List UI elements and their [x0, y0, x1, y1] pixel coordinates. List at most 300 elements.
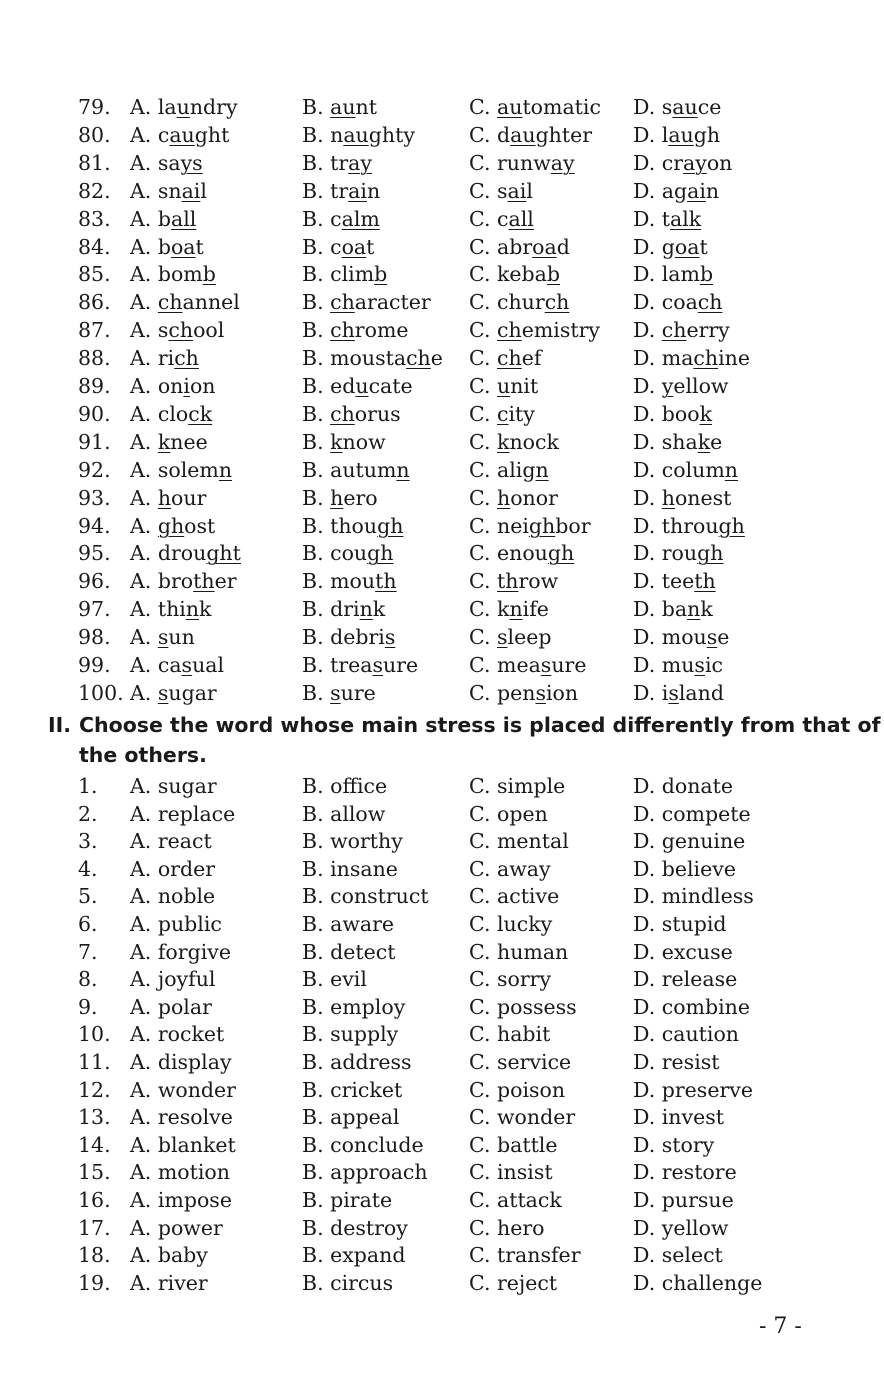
option-b: B. allow	[302, 801, 386, 826]
item-number: 16.	[78, 1188, 111, 1212]
option-c: C. habit	[469, 1022, 551, 1047]
list-item	[0, 623, 884, 651]
item-number: 89.	[78, 374, 111, 398]
option-b: B. aware	[302, 912, 395, 936]
option-c	[469, 595, 549, 623]
option-letter: B.	[302, 150, 331, 175]
option-letter: C.	[469, 234, 497, 259]
option-d	[633, 567, 716, 595]
option-b: B. cricket	[302, 1077, 403, 1102]
list-item	[0, 428, 884, 456]
word-prefix: la	[157, 95, 177, 119]
option-letter: B.	[302, 178, 331, 203]
option-letter: A.	[130, 374, 158, 398]
word-suffix: ghter	[535, 122, 593, 147]
option-c: C. wonder	[469, 1105, 576, 1130]
word-suffix: emistry	[521, 318, 600, 343]
word-prefix: g	[661, 234, 675, 259]
list-item	[0, 1020, 884, 1048]
option-letter: B.	[302, 206, 331, 231]
option-b	[302, 205, 380, 233]
option-letter: A.	[130, 346, 158, 371]
option-b: B. construct	[302, 884, 429, 909]
option-b: B. circus	[302, 1270, 394, 1295]
word-suffix: e	[710, 429, 723, 454]
word-prefix: thi	[157, 597, 186, 622]
word-suffix: ght	[194, 122, 230, 147]
underlined-part: h	[157, 485, 172, 510]
list-item	[0, 1241, 884, 1269]
word-prefix: bro	[157, 569, 194, 594]
underlined-part: alm	[341, 206, 380, 231]
option-b	[302, 93, 377, 121]
item-number: 15.	[78, 1160, 111, 1185]
underlined-part: k	[697, 429, 711, 454]
underlined-part: ch	[168, 318, 194, 343]
option-letter: D.	[633, 541, 662, 566]
option-b: B. pirate	[302, 1188, 393, 1212]
option-letter: B.	[302, 597, 331, 622]
list-item	[0, 344, 884, 372]
underlined-part: k	[497, 429, 510, 454]
underlined-part: gh	[528, 513, 556, 538]
option-a	[130, 623, 195, 651]
underlined-part: s	[706, 625, 718, 650]
option-b	[302, 149, 372, 177]
word-suffix: leep	[507, 625, 552, 650]
option-b	[302, 344, 443, 372]
option-c: C. lucky	[469, 912, 553, 936]
word-prefix: runw	[497, 150, 551, 175]
option-b: B. office	[302, 774, 388, 798]
option-letter: C.	[469, 680, 497, 705]
underlined-part: gh	[367, 541, 394, 566]
underlined-part: ch	[544, 290, 570, 315]
word-suffix: gh	[693, 122, 721, 147]
word-prefix: s	[157, 318, 169, 343]
option-d: D. pursue	[633, 1188, 734, 1212]
word-prefix: solem	[157, 457, 219, 482]
option-letter: D.	[633, 95, 662, 119]
option-d	[633, 205, 701, 233]
list-item	[0, 121, 884, 149]
word-suffix: ual	[192, 653, 225, 677]
option-b	[302, 233, 374, 261]
option-letter: B.	[302, 541, 331, 566]
option-b: B. conclude	[302, 1132, 424, 1157]
option-letter: A.	[130, 541, 158, 566]
underlined-part: ght	[206, 541, 241, 566]
option-d: D. donate	[633, 774, 733, 798]
option-letter: C.	[469, 653, 497, 677]
item-number: 93.	[78, 485, 111, 510]
word-suffix: un	[168, 625, 195, 650]
option-d	[633, 595, 713, 623]
item-number: 11.	[78, 1050, 111, 1074]
option-letter: A.	[130, 290, 158, 315]
list-item	[0, 149, 884, 177]
list-item	[0, 512, 884, 540]
underlined-part: ch	[157, 290, 183, 315]
underlined-part: oa	[170, 234, 196, 259]
underlined-part: ch	[697, 290, 723, 315]
item-number: 9.	[78, 994, 98, 1019]
option-letter: B.	[302, 122, 331, 147]
option-c: C. battle	[469, 1132, 558, 1157]
option-letter: C.	[469, 178, 497, 203]
underlined-part: ay	[348, 150, 372, 175]
option-b	[302, 512, 403, 540]
option-c	[469, 344, 541, 372]
word-prefix: ag	[661, 178, 688, 203]
option-c	[469, 400, 535, 428]
underlined-part: th	[694, 569, 716, 594]
option-a	[130, 484, 206, 512]
word-suffix: on	[189, 374, 216, 398]
underlined-part: k	[330, 429, 343, 454]
item-number: 2.	[78, 801, 98, 826]
word-suffix: ure	[551, 653, 587, 677]
word-suffix: ife	[522, 597, 549, 622]
option-c	[469, 484, 558, 512]
underlined-part: au	[497, 95, 523, 119]
underlined-part: s	[535, 680, 546, 705]
underlined-part: u	[176, 95, 190, 119]
option-letter: A.	[130, 401, 158, 426]
option-d: D. resist	[633, 1050, 720, 1074]
option-a	[130, 372, 216, 400]
option-letter: D.	[633, 653, 662, 677]
word-prefix: coa	[661, 290, 698, 315]
option-letter: C.	[469, 346, 497, 371]
underlined-part: s	[668, 680, 679, 705]
word-suffix: e	[430, 346, 443, 371]
option-letter: B.	[302, 569, 331, 594]
list-item	[0, 400, 884, 428]
option-c	[469, 121, 592, 149]
item-number: 18.	[78, 1243, 111, 1268]
list-item	[0, 93, 884, 121]
underlined-part: n	[509, 597, 523, 622]
underlined-part: s	[181, 653, 193, 677]
option-letter: C.	[469, 485, 497, 510]
word-prefix: tee	[661, 569, 695, 594]
section-heading-line2: the others.	[79, 743, 207, 767]
item-number: 88.	[78, 346, 111, 371]
option-d: D. preserve	[633, 1077, 753, 1102]
word-prefix: i	[661, 680, 669, 705]
option-letter: B.	[302, 262, 331, 287]
list-item	[0, 651, 884, 679]
word-prefix: ma	[661, 346, 694, 371]
word-prefix: ba	[661, 597, 688, 622]
list-item	[0, 772, 884, 800]
list-item	[0, 938, 884, 966]
word-suffix: l	[526, 178, 533, 203]
option-d: D. caution	[633, 1022, 739, 1047]
option-d	[633, 372, 728, 400]
option-b: B. employ	[302, 994, 406, 1019]
option-letter: C.	[469, 318, 497, 343]
underlined-part: u	[355, 374, 369, 398]
option-b	[302, 260, 387, 288]
option-d: D. restore	[633, 1160, 737, 1185]
option-c	[469, 316, 600, 344]
option-letter: B.	[302, 95, 331, 119]
word-prefix: b	[157, 206, 171, 231]
section-heading-line1: Choose the word whose main stress is placed differently from that of	[79, 713, 881, 737]
option-b	[302, 288, 431, 316]
underlined-part: u	[497, 374, 511, 398]
list-item	[0, 233, 884, 261]
option-c	[469, 539, 574, 567]
option-a	[130, 539, 241, 567]
list-item	[0, 372, 884, 400]
section-roman-numeral: II.	[48, 713, 72, 737]
option-d	[633, 512, 745, 540]
option-letter: C.	[469, 290, 497, 315]
option-d: D. believe	[633, 856, 736, 881]
underlined-part: n	[724, 457, 738, 482]
word-suffix: ndry	[189, 95, 238, 119]
word-prefix: mousta	[330, 346, 407, 371]
word-prefix: cr	[661, 150, 684, 175]
underlined-part: ch	[330, 401, 355, 426]
list-item	[0, 260, 884, 288]
underlined-part: c	[497, 401, 509, 426]
underlined-part: y	[661, 374, 674, 398]
word-suffix: onest	[674, 485, 732, 510]
word-prefix: tr	[330, 178, 349, 203]
option-letter: D.	[633, 178, 662, 203]
option-d	[633, 344, 750, 372]
word-prefix: k	[497, 597, 510, 622]
option-a	[130, 428, 208, 456]
word-suffix: d	[556, 234, 570, 259]
item-number: 81.	[78, 150, 111, 175]
option-letter: A.	[130, 513, 158, 538]
option-letter: C.	[469, 513, 497, 538]
option-d	[633, 651, 723, 679]
list-item	[0, 567, 884, 595]
option-letter: C.	[469, 401, 497, 426]
option-b	[302, 539, 393, 567]
option-letter: B.	[302, 625, 331, 650]
option-c	[469, 177, 533, 205]
option-c: C. sorry	[469, 967, 552, 992]
word-prefix: sha	[661, 429, 698, 454]
option-d	[633, 177, 719, 205]
word-suffix: t	[195, 234, 204, 259]
word-prefix: drou	[157, 541, 207, 566]
option-c	[469, 679, 578, 707]
option-a: A. rocket	[130, 1022, 225, 1047]
underlined-part: s	[540, 653, 552, 677]
option-letter: D.	[633, 346, 662, 371]
underlined-part: au	[169, 122, 195, 147]
word-suffix: annel	[182, 290, 240, 315]
option-d: D. genuine	[633, 829, 746, 854]
option-letter: D.	[633, 401, 662, 426]
option-c	[469, 205, 534, 233]
option-letter: D.	[633, 625, 662, 650]
item-number: 86.	[78, 290, 111, 315]
option-letter: B.	[302, 318, 331, 343]
option-d: D. stupid	[633, 912, 727, 936]
option-c: C. human	[469, 939, 569, 964]
word-suffix: land	[678, 680, 724, 705]
item-number: 95.	[78, 541, 111, 566]
option-letter: A.	[130, 569, 158, 594]
option-letter: D.	[633, 262, 662, 287]
word-prefix: boo	[661, 401, 700, 426]
option-d	[633, 260, 713, 288]
underlined-part: h	[330, 485, 344, 510]
option-c	[469, 372, 538, 400]
option-a	[130, 567, 237, 595]
word-suffix: ic	[704, 653, 723, 677]
option-b: B. approach	[302, 1160, 428, 1185]
word-prefix: clo	[157, 401, 189, 426]
option-letter: B.	[302, 513, 331, 538]
word-prefix: c	[330, 234, 342, 259]
option-letter: D.	[633, 290, 662, 315]
list-item	[0, 595, 884, 623]
word-prefix: enou	[497, 541, 548, 566]
option-d	[633, 400, 712, 428]
word-prefix: c	[497, 206, 509, 231]
item-number: 92.	[78, 457, 111, 482]
option-c: C. open	[469, 801, 548, 826]
word-prefix: l	[661, 122, 669, 147]
option-c: C. simple	[469, 774, 566, 798]
option-letter: C.	[469, 429, 497, 454]
option-letter: D.	[633, 429, 662, 454]
list-item	[0, 1076, 884, 1104]
underlined-part: i	[183, 374, 190, 398]
option-d: D. compete	[633, 801, 751, 826]
item-number: 12.	[78, 1077, 111, 1102]
underlined-part: n	[218, 457, 233, 482]
item-number: 6.	[78, 912, 98, 936]
option-a	[130, 177, 207, 205]
option-letter: B.	[302, 485, 331, 510]
option-letter: A.	[130, 653, 158, 677]
option-b: B. evil	[302, 967, 367, 992]
item-number: 3.	[78, 829, 98, 854]
word-suffix: tomatic	[522, 95, 601, 119]
option-letter: C.	[469, 150, 497, 175]
underlined-part: gh	[547, 541, 575, 566]
option-c: C. possess	[469, 994, 577, 1019]
option-a	[130, 233, 204, 261]
word-prefix: ri	[157, 346, 175, 371]
option-d	[633, 428, 722, 456]
option-c: C. reject	[469, 1270, 558, 1295]
list-item	[0, 539, 884, 567]
word-prefix: mea	[497, 653, 541, 677]
option-b	[302, 456, 410, 484]
list-item	[0, 1103, 884, 1131]
option-letter: A.	[130, 95, 158, 119]
option-b: B. worthy	[302, 829, 403, 854]
option-b	[302, 679, 376, 707]
option-a: A. display	[130, 1050, 232, 1074]
option-b: B. address	[302, 1050, 412, 1074]
word-suffix: nee	[170, 429, 208, 454]
option-a	[130, 149, 203, 177]
option-d	[633, 316, 730, 344]
word-prefix: c	[330, 206, 342, 231]
option-b	[302, 428, 386, 456]
item-number: 5.	[78, 884, 98, 909]
option-d	[633, 623, 729, 651]
option-letter: D.	[633, 234, 662, 259]
option-c	[469, 623, 551, 651]
option-b: B. detect	[302, 939, 396, 964]
list-item	[0, 205, 884, 233]
option-a: A. joyful	[130, 967, 216, 992]
option-d: D. select	[633, 1243, 723, 1268]
word-suffix: onor	[510, 485, 558, 510]
option-c	[469, 428, 559, 456]
item-number: 97.	[78, 597, 111, 622]
underlined-part: ai	[507, 178, 527, 203]
option-a	[130, 316, 224, 344]
option-a	[130, 400, 212, 428]
word-suffix: ity	[508, 401, 535, 426]
underlined-part: all	[508, 206, 534, 231]
word-suffix: bor	[555, 513, 591, 538]
item-number: 83.	[78, 206, 111, 231]
option-letter: A.	[130, 625, 158, 650]
word-suffix: nt	[355, 95, 377, 119]
word-prefix: ed	[330, 374, 356, 398]
option-letter: A.	[130, 457, 158, 482]
option-a	[130, 651, 224, 679]
option-c	[469, 288, 569, 316]
option-d: D. mindless	[633, 884, 754, 909]
list-item	[0, 882, 884, 910]
item-number: 19.	[78, 1270, 111, 1295]
word-prefix: n	[330, 122, 344, 147]
word-prefix: on	[157, 374, 184, 398]
option-b	[302, 177, 380, 205]
word-prefix: sn	[157, 178, 182, 203]
option-b	[302, 595, 385, 623]
option-b: B. destroy	[302, 1215, 408, 1240]
option-a: A. react	[130, 829, 212, 854]
option-c: C. mental	[469, 829, 569, 854]
option-letter: A.	[130, 318, 158, 343]
item-number: 98.	[78, 625, 111, 650]
item-number: 99.	[78, 653, 111, 677]
word-prefix: bom	[157, 262, 203, 287]
option-letter: D.	[633, 150, 662, 175]
word-prefix: pen	[497, 680, 536, 705]
word-prefix: alig	[497, 457, 536, 482]
underlined-part: ck	[188, 401, 213, 426]
word-suffix: ure	[340, 680, 376, 705]
word-suffix: row	[518, 569, 559, 594]
list-item	[0, 1186, 884, 1214]
option-b	[302, 316, 409, 344]
underlined-part: au	[330, 95, 356, 119]
word-suffix: ool	[193, 318, 225, 343]
word-suffix: rome	[354, 318, 409, 343]
option-letter: C.	[469, 122, 497, 147]
word-prefix: throu	[661, 513, 719, 538]
